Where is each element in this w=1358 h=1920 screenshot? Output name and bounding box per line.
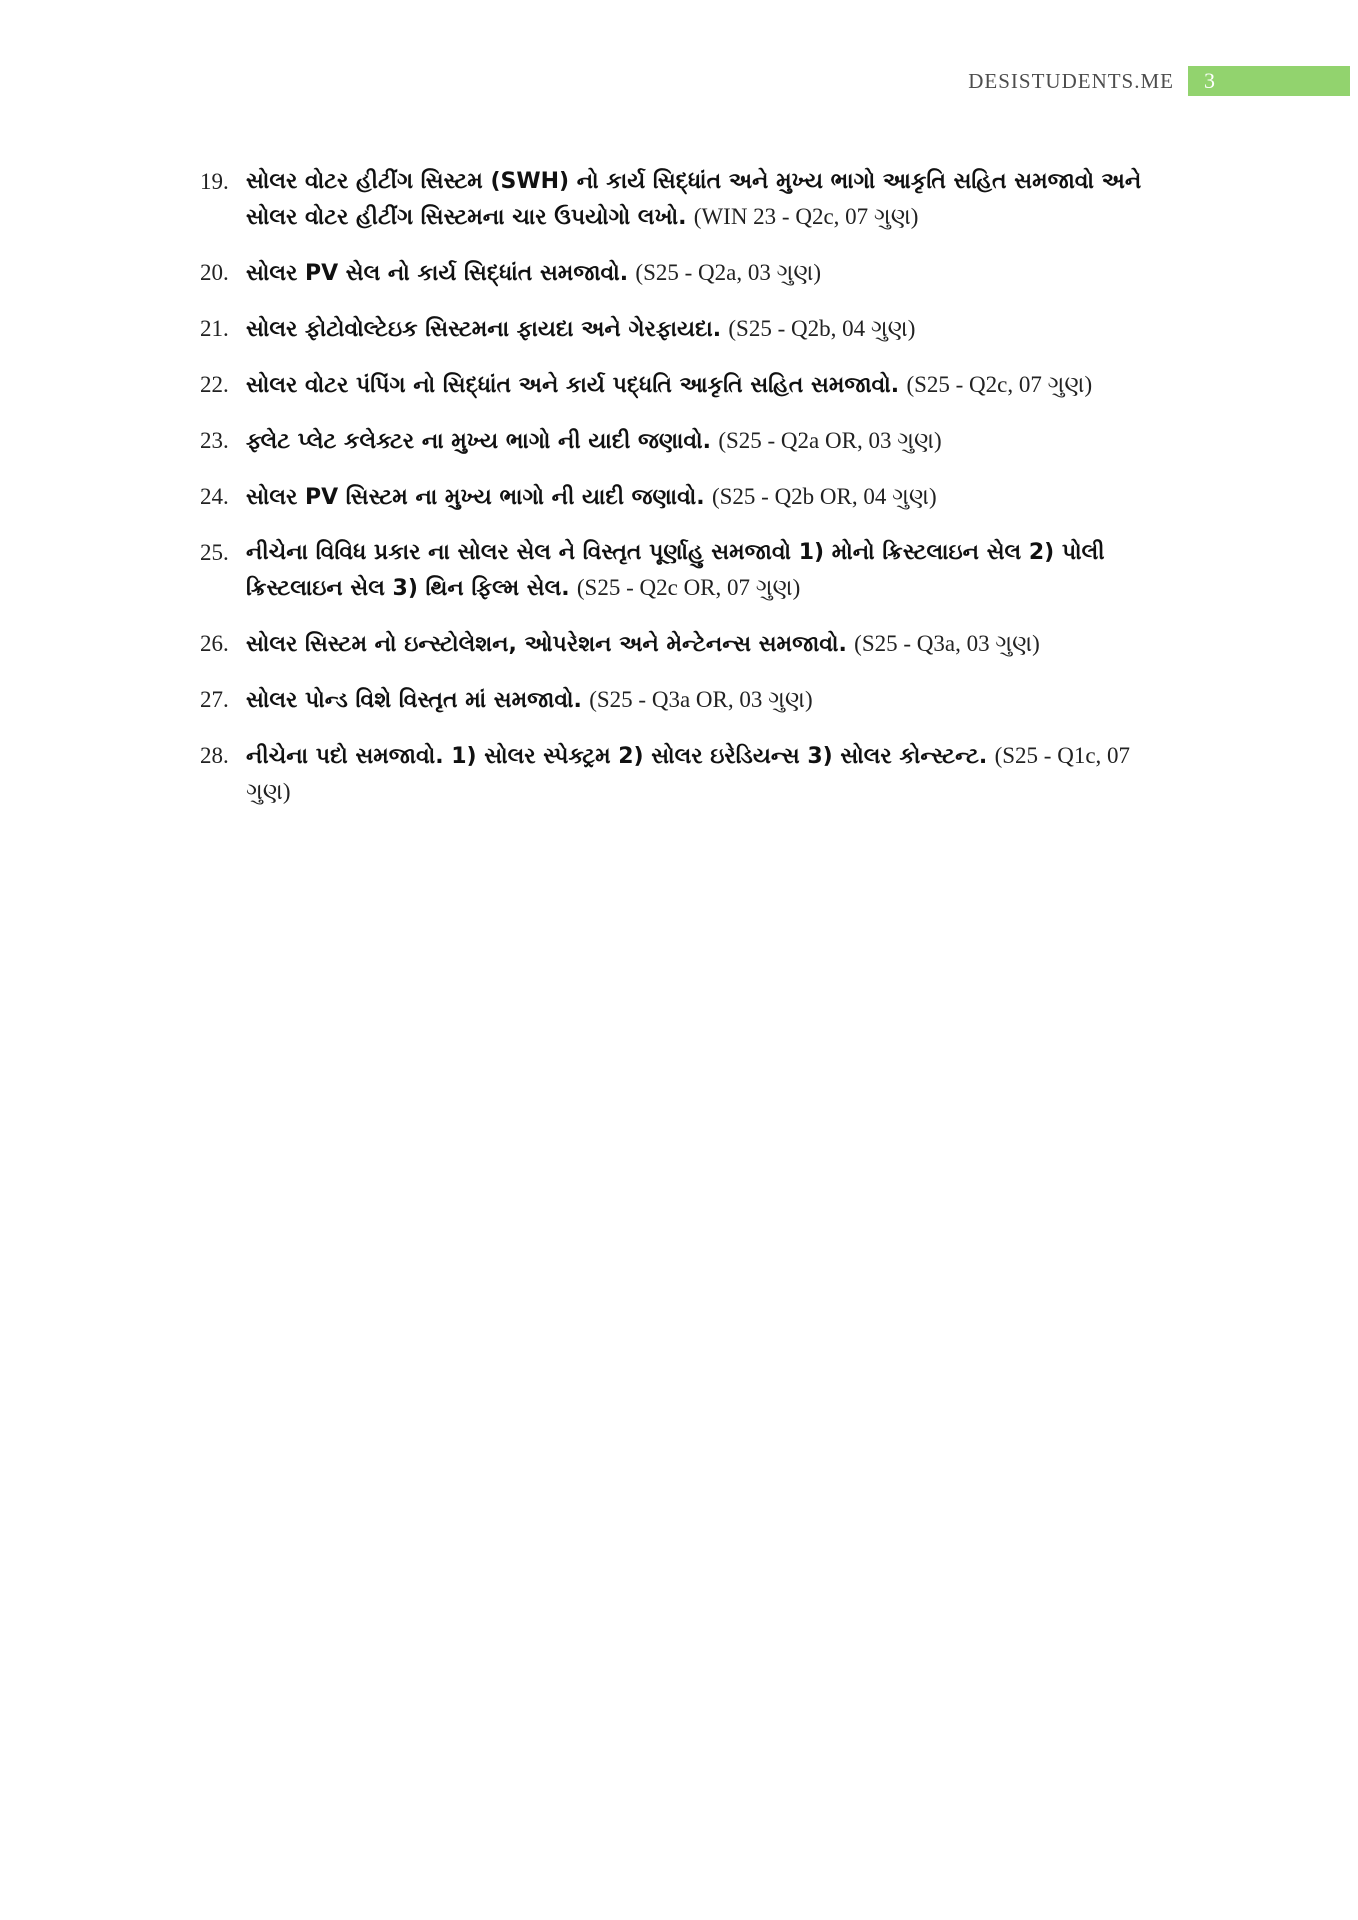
question-reference: (S25 - Q1c, 07 ગુણ): [246, 743, 1131, 804]
question-body: [246, 423, 1180, 459]
question-item: [200, 164, 1180, 235]
page-header: [968, 66, 1350, 96]
question-reference: (S25 - Q2c, 07 ગુણ): [906, 372, 1093, 397]
question-number: 20.: [200, 260, 229, 285]
question-list: [200, 164, 1180, 830]
question-number: 27.: [200, 687, 229, 712]
question-number: 22.: [200, 372, 229, 397]
question-reference: (S25 - Q3a OR, 03 ગુણ): [589, 687, 813, 712]
question-item: [200, 626, 1180, 662]
question-reference: (S25 - Q2b OR, 04 ગુણ): [711, 484, 937, 509]
question-item: [200, 367, 1180, 403]
question-text: સોલર ફોટોવોલ્ટેઇક સિસ્ટમના ફાયદા અને ગેરફાયદા.: [246, 317, 722, 342]
question-text: સોલર પોન્ડ વિશે વિસ્તૃત માં સમજાવો.: [246, 688, 582, 713]
question-number: 23.: [200, 428, 229, 453]
question-text: ફ્લેટ પ્લેટ કલેક્ટર ના મુખ્ય ભાગો ની યાદી જણાવો.: [246, 429, 711, 454]
question-text: સોલર PV સિસ્ટમ ના મુખ્ય ભાગો ની યાદી જણાવો.: [246, 485, 705, 510]
question-item: [200, 255, 1180, 291]
question-body: [246, 682, 1180, 718]
question-number: 25.: [200, 540, 229, 565]
question-reference: (S25 - Q2a, 03 ગુણ): [635, 260, 822, 285]
question-body: [246, 367, 1180, 403]
question-body: [246, 535, 1180, 606]
question-body: [246, 626, 1180, 662]
question-number: 28.: [200, 743, 229, 768]
question-number: 19.: [200, 169, 229, 194]
site-name: DESISTUDENTS.ME: [968, 68, 1174, 93]
question-item: [200, 311, 1180, 347]
question-number: 21.: [200, 316, 229, 341]
question-number: 24.: [200, 484, 229, 509]
question-item: [200, 535, 1180, 606]
question-text: સોલર વોટર હીટીંગ સિસ્ટમ (SWH) નો કાર્ય સિદ્ધાંત અને મુખ્ય ભાગો આકૃતિ સહિત સમજાવો અને સોલર વોટર હીટીંગ સિસ્ટમના ચાર ઉપયોગો લખો.: [246, 169, 1142, 230]
question-item: [200, 738, 1180, 810]
question-item: [200, 479, 1180, 515]
question-reference: (S25 - Q2a OR, 03 ગુણ): [718, 428, 942, 453]
question-item: [200, 682, 1180, 718]
question-text: સોલર PV સેલ નો કાર્ય સિદ્ધાંત સમજાવો.: [246, 261, 629, 286]
question-text: નીચેના પદો સમજાવો. 1) સોલર સ્પેક્ટ્રમ 2) સોલર ઇરેડિયન્સ 3) સોલર કોન્સ્ટન્ટ.: [246, 744, 988, 769]
question-number: 26.: [200, 631, 229, 656]
question-reference: (S25 - Q2c OR, 07 ગુણ): [576, 575, 801, 600]
question-reference: (S25 - Q3a, 03 ગુણ): [854, 631, 1040, 656]
question-body: [246, 164, 1180, 235]
question-body: [246, 311, 1180, 347]
question-text: સોલર સિસ્ટમ નો ઇન્સ્ટોલેશન, ઓપરેશન અને મેન્ટેનન્સ સમજાવો.: [246, 632, 847, 657]
question-reference: (S25 - Q2b, 04 ગુણ): [728, 316, 916, 341]
page-number: 3: [1188, 66, 1350, 96]
question-text: નીચેના વિવિધ પ્રકાર ના સોલર સેલ ને વિસ્તૃત પૂર્ણાહુ સમજાવો 1) મોનો ક્રિસ્ટલાઇન સેલ 2) પોલી ક્રિસ્ટલાઇન સેલ 3) થિન ફિલ્મ સેલ.: [246, 540, 1105, 601]
question-reference: (WIN 23 - Q2c, 07 ગુણ): [693, 204, 919, 229]
question-item: [200, 423, 1180, 459]
question-body: [246, 479, 1180, 515]
question-body: [246, 738, 1180, 810]
question-body: [246, 255, 1180, 291]
question-text: સોલર વોટર પંપિંગ નો સિદ્ધાંત અને કાર્ય પદ્ધતિ આકૃતિ સહિત સમજાવો.: [246, 373, 900, 398]
